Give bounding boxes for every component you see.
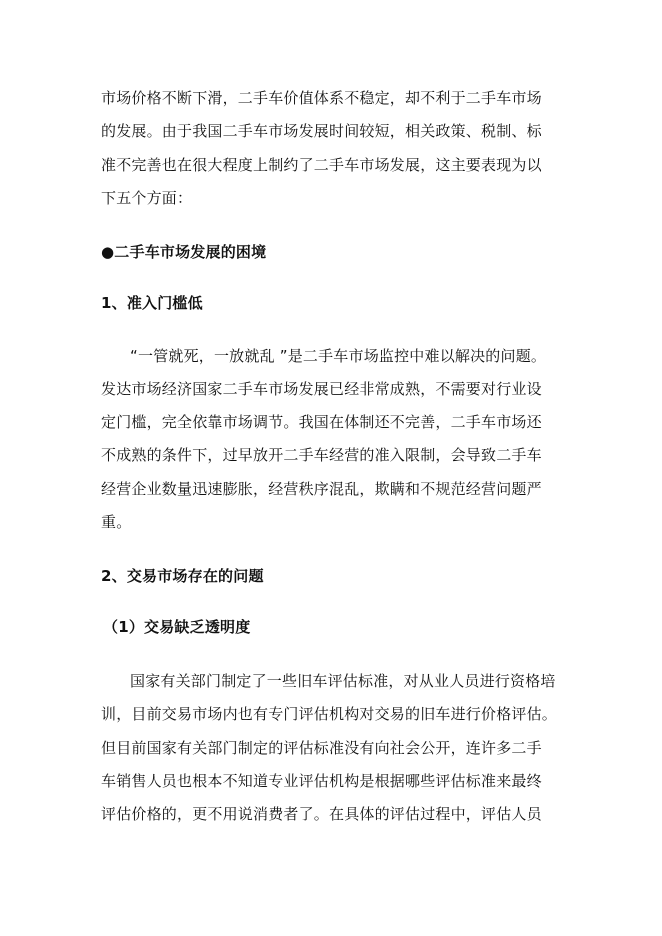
- item-2-subsection-1-line-5: 评估价格的，更不用说消费者了。在具体的评估过程中，评估人员: [101, 805, 542, 823]
- intro-line-3: 准不完善也在很大程度上制约了二手车市场发展，这主要表现为以: [101, 156, 542, 174]
- item-2-title: 2、交易市场存在的问题: [101, 567, 264, 585]
- item-2-subsection-1-line-4: 车销售人员也根本不知道专业评估机构是根据哪些评估标准来最终: [101, 772, 542, 790]
- item-1-paragraph-line-3: 定门槛，完全依靠市场调节。我国在体制还不完善，二手车市场还: [101, 413, 542, 431]
- item-1-paragraph-line-6: 重。: [101, 513, 132, 531]
- item-1-paragraph-line-2: 发达市场经济国家二手车市场发展已经非常成熟，不需要对行业设: [101, 380, 542, 398]
- section-title: ●二手车市场发展的困境: [101, 243, 267, 261]
- item-2-subsection-1-line-2: 训，目前交易市场内也有专门评估机构对交易的旧车进行价格评估。: [101, 705, 558, 723]
- item-1-title: 1、准入门槛低: [101, 294, 203, 312]
- item-2-subsection-1-line-1: 国家有关部门制定了一些旧车评估标准，对从业人员进行资格培: [130, 672, 556, 690]
- item-1-paragraph-line-4: 不成熟的条件下，过早放开二手车经营的准入限制，会导致二手车: [101, 446, 542, 464]
- item-2-subsection-1-line-3: 但目前国家有关部门制定的评估标准没有向社会公开，连许多二手: [101, 739, 542, 757]
- intro-line-1: 市场价格不断下滑，二手车价值体系不稳定，却不利于二手车市场: [101, 89, 542, 107]
- item-1-paragraph-line-1: “一管就死，一放就乱 ”是二手车市场监控中难以解决的问题。: [130, 347, 547, 365]
- intro-line-4: 下五个方面：: [101, 189, 193, 207]
- item-1-paragraph-line-5: 经营企业数量迅速膨胀，经营秩序混乱，欺瞒和不规范经营问题严: [101, 480, 542, 498]
- item-2-subsection-1-title: （1）交易缺乏透明度: [103, 618, 251, 636]
- intro-line-2: 的发展。由于我国二手车市场发展时间较短，相关政策、税制、标: [101, 122, 542, 140]
